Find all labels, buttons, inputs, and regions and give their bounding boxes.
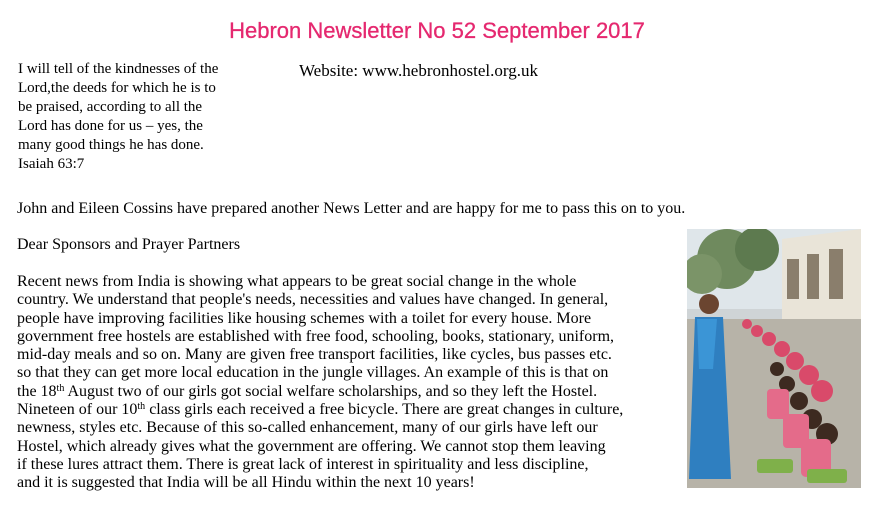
- body-text: the 18: [17, 382, 57, 400]
- body-line: people have improving facilities like housing schemes with a toilet for every house. More: [17, 309, 592, 327]
- body-line: if these lures attract them. There is great lack of interest in spirituality and less discipline,: [17, 455, 589, 473]
- verse-line: be praised, according to all the: [18, 99, 203, 115]
- website-link[interactable]: Website: www.hebronhostel.org.uk: [299, 61, 538, 80]
- body-line: mid-day meals and so on. Many are given free transport facilities, like cycles, bus passes etc.: [17, 346, 612, 364]
- photo-illustration: [687, 229, 861, 488]
- hostel-girls-photo: [687, 229, 861, 488]
- ordinal-suffix: th: [56, 382, 65, 394]
- verse-line: I will tell of the kindnesses of the: [18, 61, 219, 77]
- body-line: so that they can get more local education in the jungle villages. An example of this is that on: [17, 364, 609, 382]
- verse-line: Lord has done for us – yes, the: [18, 118, 203, 134]
- body-line: government free hostels are established with free food, schooling, books, stationary, uniform,: [17, 327, 615, 345]
- body-text: Nineteen of our 10: [17, 401, 138, 419]
- body-line: [17, 383, 692, 401]
- verse-reference: Isaiah 63:7: [18, 156, 85, 172]
- body-line: country. We understand that people's needs, necessities and values have changed. In general,: [17, 291, 609, 309]
- newsletter-title: Hebron Newsletter No 52 September 2017: [229, 18, 645, 43]
- intro-paragraph: John and Eileen Cossins have prepared another News Letter and are happy for me to pass this on to you.: [17, 200, 686, 217]
- greeting: Dear Sponsors and Prayer Partners: [17, 236, 241, 253]
- body-text: class girls each received a free bicycle. There are great changes in culture,: [145, 401, 624, 419]
- body-line: newness, styles etc. Because of this so-called enhancement, many of our girls have left our: [17, 419, 598, 437]
- body-line: Hostel, which already gives what the government are offering. We cannot stop them leaving: [17, 437, 606, 455]
- body-line: and it is suggested that India will be all Hindu within the next 10 years!: [17, 474, 475, 492]
- body-text: August two of our girls got social welfare scholarships, and so they left the Hostel.: [64, 382, 598, 400]
- ordinal-suffix: th: [137, 401, 146, 413]
- body-paragraph: [17, 273, 692, 493]
- body-line: Recent news from India is showing what appears to be great social change in the whole: [17, 273, 577, 290]
- scripture-verse: [18, 60, 264, 174]
- verse-line: many good things he has done.: [18, 137, 204, 153]
- verse-line: Lord,the deeds for which he is to: [18, 80, 216, 96]
- body-line: [17, 401, 692, 419]
